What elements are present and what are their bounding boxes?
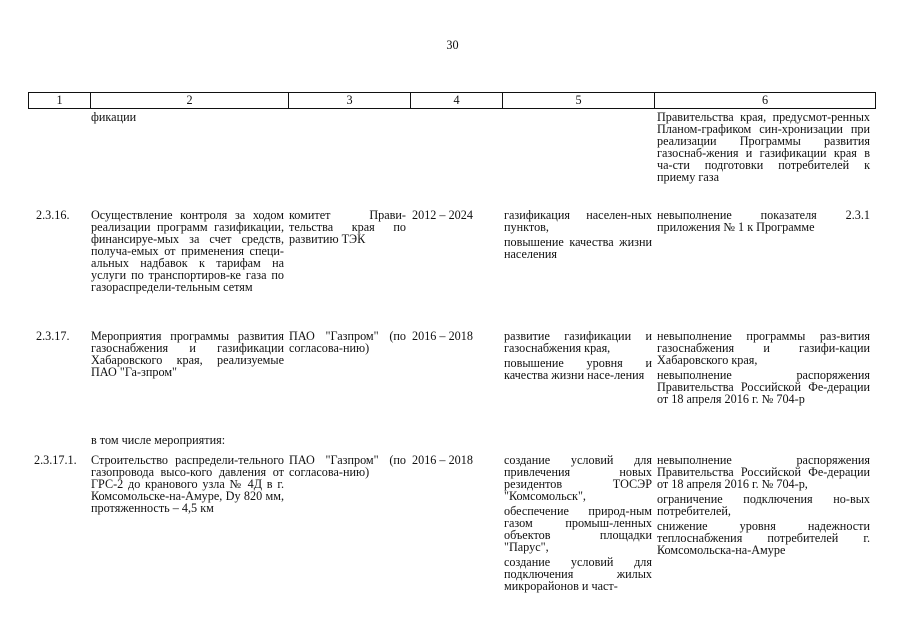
row-executor — [289, 454, 406, 478]
row-period: 2016 – 2018 — [412, 453, 473, 467]
row-measure-text: Строительство распредели-тельного газопровода высо-кого давления от ГРС-2 до кранового узла № 4Д в г. Комсомольске-на-Амуре, Dy 820 мм, протяженность – 4,5 км — [91, 453, 284, 515]
column-header-6: 6 — [761, 93, 769, 107]
row-risk-item: невыполнение показателя 2.3.1 приложения № 1 к Программе — [657, 208, 870, 234]
row-number: 2.3.17.1. — [34, 453, 77, 467]
row-measure-text: Осуществление контроля за ходом реализации программ газификации, финансируе-мых за счет средств, получа-емых от применения специ-альных надбавок к тарифам на услуги по транспортиров-ке газа по газораспредели-тельным сетям — [91, 208, 284, 294]
row-measure — [91, 330, 284, 378]
row-measure — [91, 209, 284, 293]
row-result — [504, 454, 652, 592]
row-result-item: повышение уровня и качества жизни насе-ления — [504, 356, 652, 382]
continuation-risk — [657, 111, 870, 183]
row-executor-text: ПАО "Газпром" (по согласова-нию) — [289, 453, 406, 479]
row-number: 2.3.16. — [36, 208, 70, 222]
row-risk-item: снижение уровня надежности теплоснабжения потребителей г. Комсомольска-на-Амуре — [657, 519, 870, 557]
row-result-item: газификация населен-ных пунктов, — [504, 208, 652, 234]
table-header-row — [28, 92, 876, 109]
continuation-measure — [91, 111, 284, 123]
row-executor-text: комитет Прави-тельства края по развитию ТЭК — [289, 208, 406, 246]
row-result — [504, 330, 652, 381]
row-risk-item: ограничение подключения но-вых потребителей, — [657, 492, 870, 518]
row-executor — [289, 330, 406, 354]
row-result-item: создание условий для привлечения новых резидентов ТОСЭР "Комсомольск", — [504, 453, 652, 503]
page-number: 30 — [446, 38, 459, 52]
row-period: 2016 – 2018 — [412, 329, 473, 343]
row-result-item: создание условий для подключения жилых микрорайонов и част- — [504, 555, 652, 593]
row-measure — [91, 454, 284, 514]
row-executor — [289, 209, 406, 245]
row-risk — [657, 330, 870, 405]
row-period: 2012 – 2024 — [412, 208, 473, 222]
row-executor-text: ПАО "Газпром" (по согласова-нию) — [289, 329, 406, 355]
column-header-4: 4 — [411, 93, 503, 108]
row-number: 2.3.17. — [36, 329, 70, 343]
row-risk — [657, 454, 870, 556]
continuation-risk-text: Правительства края, предусмот-ренных Планом-графиком син-хронизации при реализации Программы развития газоснаб-жения и газификации края в ча-сти подготовки потребителей к приему газа — [657, 110, 870, 184]
column-header-3: 3 — [289, 93, 411, 108]
subsection-label: в том числе мероприятия: — [91, 433, 226, 447]
column-header-2: 2 — [91, 93, 289, 108]
column-header-1: 1 — [29, 93, 91, 108]
row-risk — [657, 209, 870, 233]
row-result-item: повышение качества жизни населения — [504, 235, 652, 261]
row-risk-item: невыполнение программы раз-вития газоснабжения и газифи-кации Хабаровского края, — [657, 329, 870, 367]
continuation-measure-text: фикации — [91, 110, 137, 124]
row-risk-item: невыполнение распоряжения Правительства Российской Фе-дерации от 18 апреля 2016 г. № 704-р, — [657, 453, 870, 491]
column-header-5: 5 — [503, 93, 655, 108]
row-result — [504, 209, 652, 260]
row-measure-text: Мероприятия программы развития газоснабжения и газификации Хабаровского края, реализуемые ПАО "Га-зпром" — [91, 329, 284, 379]
row-result-item: обеспечение природ-ным газом промыш-ленных объектов площадки "Парус", — [504, 504, 652, 554]
row-risk-item: невыполнение распоряжения Правительства Российской Фе-дерации от 18 апреля 2016 г. № 704-р — [657, 368, 870, 406]
row-result-item: развитие газификации и газоснабжения края, — [504, 329, 652, 355]
